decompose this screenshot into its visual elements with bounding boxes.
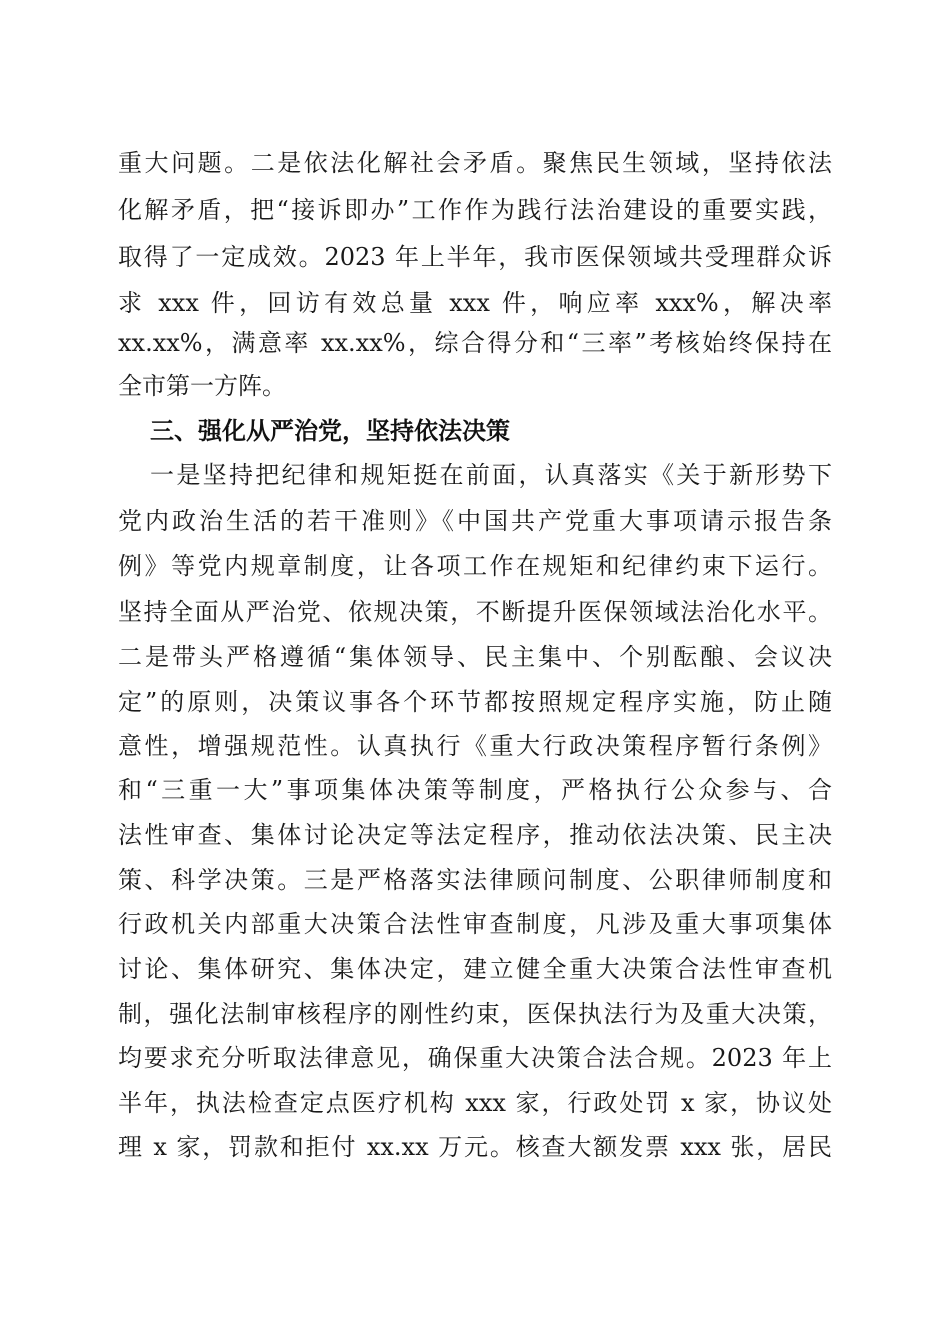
- paragraph-line: 求 xxx 件，回访有效总量 xxx 件，响应率 xxx%，解决率: [118, 289, 832, 317]
- paragraph-line: 重大问题。二是依法化解社会矛盾。聚焦民生领域，坚持依法: [118, 149, 832, 177]
- paragraph-line: 坚持全面从严治党、依规决策，不断提升医保领域法治化水平。: [118, 598, 832, 626]
- paragraph-line: 法性审查、集体讨论决定等法定程序，推动依法决策、民主决: [118, 821, 832, 849]
- paragraph-line: 党内政治生活的若干准则》《中国共产党重大事项请示报告条: [118, 507, 832, 535]
- paragraph-line: 定”的原则，决策议事各个环节都按照规定程序实施，防止随: [118, 688, 832, 716]
- paragraph-line: 半年，执法检查定点医疗机构 xxx 家，行政处罚 x 家，协议处: [118, 1089, 832, 1117]
- paragraph-line: 化解矛盾，把“接诉即办”工作作为践行法治建设的重要实践，: [118, 196, 832, 224]
- paragraph-line: 取得了一定成效。2023 年上半年，我市医保领域共受理群众诉: [118, 243, 832, 271]
- paragraph-line: 均要求充分听取法律意见，确保重大决策合法合规。2023 年上: [118, 1044, 832, 1072]
- paragraph-line: 和“三重一大”事项集体决策等制度，严格执行公众参与、合: [118, 776, 832, 804]
- paragraph-line: 行政机关内部重大决策合法性审查制度，凡涉及重大事项集体: [118, 910, 832, 938]
- paragraph-line: 意性，增强规范性。认真执行《重大行政决策程序暂行条例》: [118, 732, 832, 760]
- paragraph-line: 例》等党内规章制度，让各项工作在规矩和纪律约束下运行。: [118, 552, 832, 580]
- paragraph-line: 一是坚持把纪律和规矩挺在前面，认真落实《关于新形势下: [150, 461, 832, 489]
- paragraph-line: 全市第一方阵。: [118, 372, 286, 400]
- paragraph-line: 制，强化法制审核程序的刚性约束，医保执法行为及重大决策，: [118, 1000, 832, 1028]
- paragraph-line: xx.xx%，满意率 xx.xx%，综合得分和“三率”考核始终保持在: [118, 329, 832, 357]
- paragraph-line: 讨论、集体研究、集体决定，建立健全重大决策合法性审查机: [118, 955, 832, 983]
- section-heading: 三、强化从严治党，坚持依法决策: [150, 417, 510, 445]
- paragraph-line: 理 x 家，罚款和拒付 xx.xx 万元。核查大额发票 xxx 张，居民: [118, 1133, 832, 1161]
- paragraph-line: 策、科学决策。三是严格落实法律顾问制度、公职律师制度和: [118, 866, 832, 894]
- paragraph-line: 二是带头严格遵循“集体领导、民主集中、个别酝酿、会议决: [118, 643, 832, 671]
